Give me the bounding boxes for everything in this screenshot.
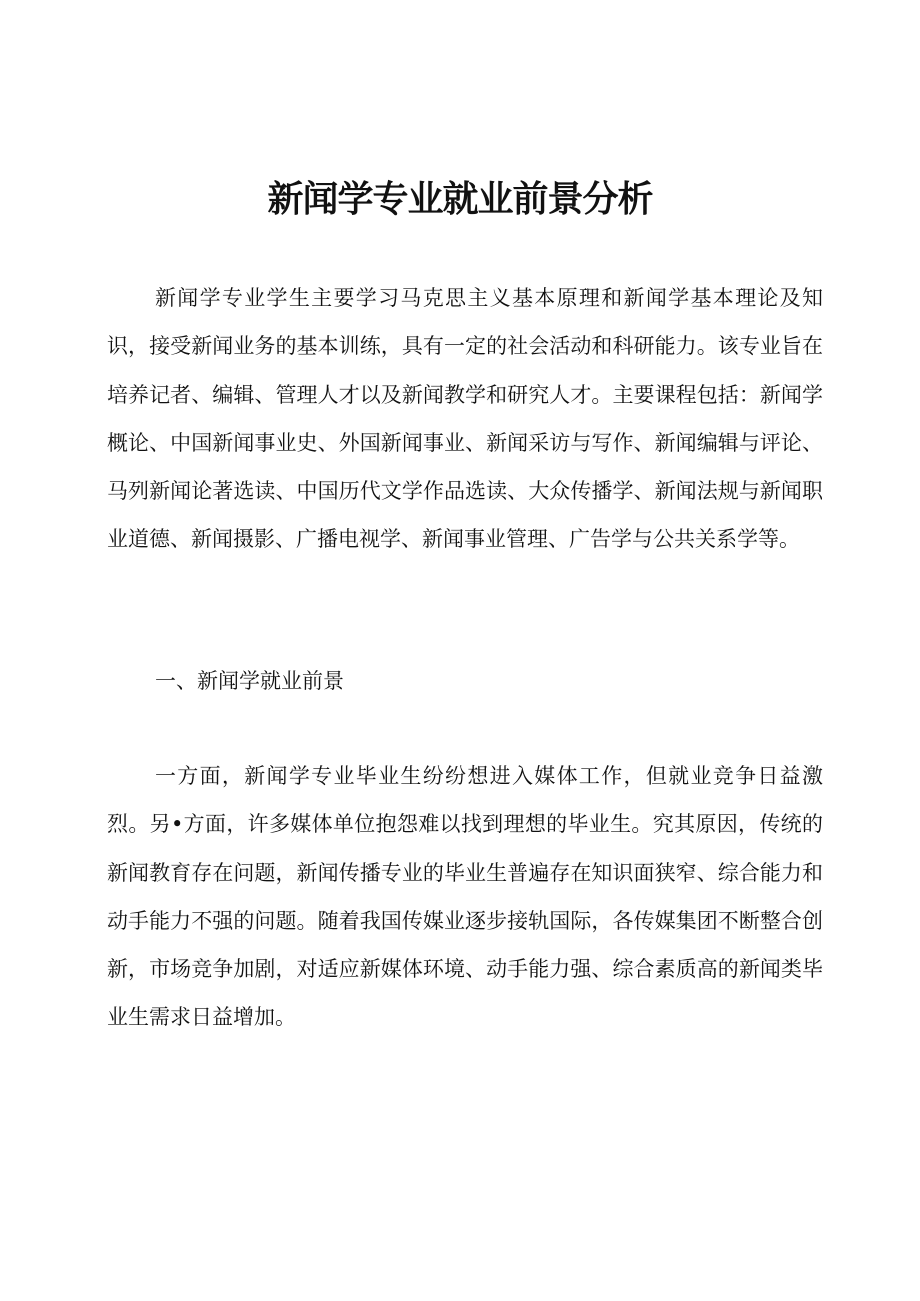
document-title: 新闻学专业就业前景分析 <box>267 179 653 220</box>
section-heading: 一、新闻学就业前景 <box>155 669 344 693</box>
section-paragraph: 一方面，新闻学专业毕业生纷纷想进入媒体工作，但就业竞争日益激烈。另•方面，许多媒体单位抱怨难以找到理想的毕业生。究其原因，传统的新闻教育存在问题，新闻传播专业的毕业生普遍存在知识面狭窄、综合能力和动手能力不强的问题。随着我国传媒业逐步接轨国际，各传媒集团不断整合创新，市场竞争加剧，对适应新媒体环境、动手能力强、综合素质高的新闻类毕业生需求日益增加。 <box>107 764 823 1030</box>
intro-paragraph: 新闻学专业学生主要学习马克思主义基本原理和新闻学基本理论及知识，接受新闻业务的基本训练，具有一定的社会活动和科研能力。该专业旨在培养记者、编辑、管理人才以及新闻教学和研究人才。主要课程包括：新闻学概论、中国新闻事业史、外国新闻事业、新闻采访与写作、新闻编辑与评论、马列新闻论著选读、中国历代文学作品选读、大众传播学、新闻法规与新闻职业道德、新闻摄影、广播电视学、新闻事业管理、广告学与公共关系学等。 <box>107 286 823 552</box>
